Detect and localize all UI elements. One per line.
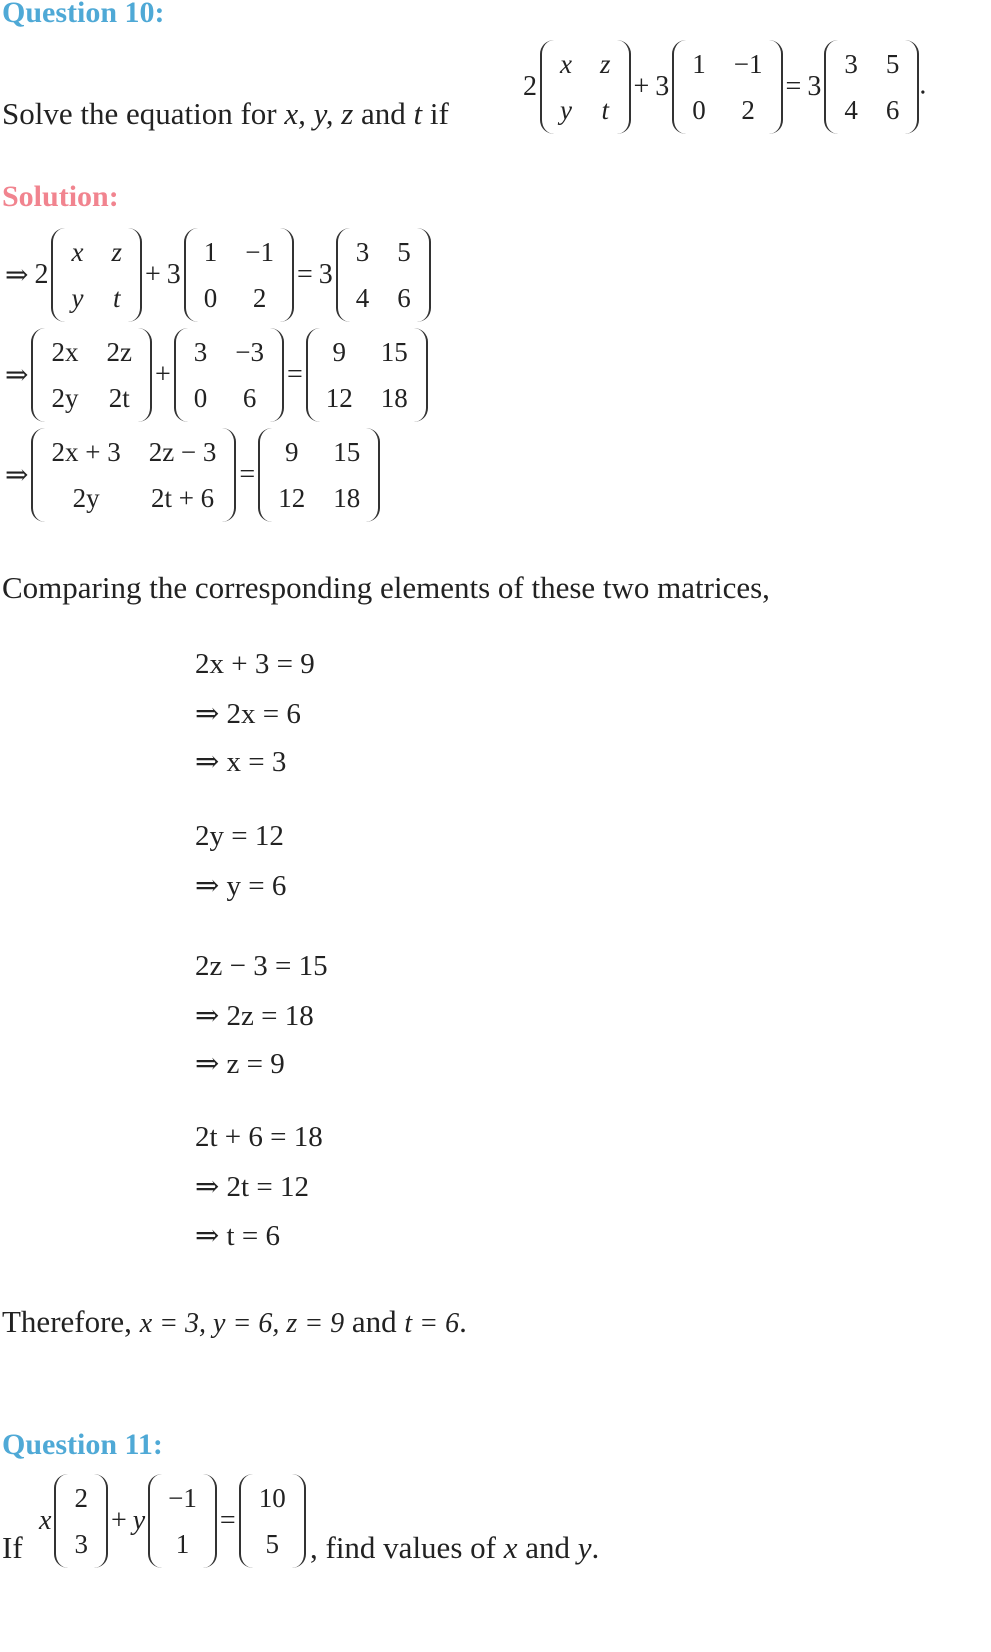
coefficient: 2: [523, 71, 537, 102]
cell: 2x: [51, 337, 79, 367]
cell: 0: [193, 383, 208, 413]
cell: 2: [741, 95, 755, 125]
plus-operator: +: [633, 71, 650, 102]
solution-step-1: [2, 228, 431, 322]
prompt-and: and: [361, 96, 406, 131]
cell: −1: [245, 237, 274, 267]
question-11-suffix: [310, 1530, 599, 1566]
cell: 12: [325, 383, 353, 413]
cell: 2z: [106, 337, 132, 367]
equation-line: ⇒ t = 6: [195, 1220, 280, 1252]
question-10-equation: [520, 40, 926, 134]
cell: y: [71, 283, 84, 313]
cell: 0: [692, 95, 706, 125]
implies-arrow-icon: ⇒: [5, 460, 29, 491]
solution-step-2: [2, 328, 428, 422]
prompt-if: if: [429, 96, 449, 131]
cell: −3: [235, 337, 264, 367]
var-x: x: [503, 1530, 518, 1565]
cell: 6: [242, 383, 257, 413]
equation-line: 2z − 3 = 15: [195, 950, 328, 982]
cell: 10: [258, 1483, 286, 1513]
conclusion-t: t = 6: [404, 1308, 460, 1339]
plus-operator: +: [144, 259, 161, 290]
cell: t: [112, 283, 121, 313]
equation-line: ⇒ 2t = 12: [195, 1171, 309, 1203]
vector: [239, 1474, 306, 1568]
cell: 5: [397, 237, 411, 267]
cell: 1: [175, 1529, 190, 1559]
conclusion: [2, 1304, 467, 1340]
equation-line: ⇒ z = 9: [195, 1048, 285, 1080]
matrix: [174, 328, 284, 422]
matrix: [51, 228, 142, 322]
equation-line: ⇒ y = 6: [195, 870, 287, 902]
equals-operator: =: [785, 71, 802, 102]
cell: −1: [733, 49, 763, 79]
cell: 2x + 3: [51, 437, 121, 467]
equals-operator: =: [286, 359, 303, 390]
coefficient: 3: [166, 259, 181, 290]
prompt-prefix: Solve the equation for: [2, 96, 277, 131]
cell: x: [560, 49, 572, 79]
equation-line: 2t + 6 = 18: [195, 1121, 323, 1153]
cell: 2: [252, 283, 267, 313]
cell: z: [599, 49, 611, 79]
equation-line: 2x + 3 = 9: [195, 648, 315, 680]
equation-line: ⇒ 2x = 6: [195, 698, 301, 730]
cell: 3: [74, 1529, 88, 1559]
implies-arrow-icon: ⇒: [5, 260, 29, 291]
equation-line: ⇒ x = 3: [195, 746, 287, 778]
prompt-var-t: t: [413, 96, 423, 131]
equals-operator: =: [239, 459, 256, 490]
cell: 2t + 6: [150, 483, 215, 513]
cell: 3: [355, 237, 370, 267]
equals-operator: =: [219, 1505, 236, 1536]
cell: 12: [278, 483, 306, 513]
cell: t: [601, 95, 609, 125]
question-11-heading: Question 11:: [2, 1428, 163, 1461]
cell: 18: [333, 483, 361, 513]
cell: 9: [284, 437, 299, 467]
cell: 4: [844, 95, 858, 125]
var-y: y: [577, 1530, 592, 1565]
comparing-text: Comparing the corresponding elements of these two matrices,: [2, 570, 770, 605]
question-11-equation: [36, 1474, 306, 1568]
variable: y: [132, 1505, 146, 1536]
variable: x: [39, 1505, 52, 1536]
coefficient: 3: [318, 259, 333, 290]
cell: 9: [332, 337, 347, 367]
period: .: [459, 1304, 467, 1339]
cell: 1: [203, 237, 218, 267]
cell: 4: [355, 283, 370, 313]
cell: x: [71, 237, 84, 267]
cell: 2t: [108, 383, 130, 413]
question-10-prompt: [2, 96, 449, 132]
matrix: [306, 328, 428, 422]
conclusion-values: x = 3, y = 6, z = 9: [139, 1308, 345, 1339]
implies-arrow-icon: ⇒: [5, 360, 29, 391]
cell: 0: [203, 283, 218, 313]
cell: 3: [193, 337, 208, 367]
prompt-vars: x, y, z: [284, 96, 354, 131]
cell: 6: [397, 283, 411, 313]
vector: [54, 1474, 108, 1568]
question-11-prefix: If: [2, 1530, 23, 1565]
cell: y: [560, 95, 572, 125]
period: .: [591, 1530, 600, 1565]
matrix: [31, 428, 236, 522]
matrix: [258, 428, 380, 522]
solution-step-3: [2, 428, 380, 522]
solution-heading: Solution:: [2, 180, 119, 213]
cell: 2y: [72, 483, 100, 513]
equation-line: ⇒ 2z = 18: [195, 1000, 314, 1032]
plus-operator: +: [110, 1505, 127, 1536]
cell: 3: [844, 49, 858, 79]
cell: z: [111, 237, 122, 267]
conclusion-prefix: Therefore,: [2, 1304, 132, 1339]
matrix: [31, 328, 151, 422]
coefficient: 2: [34, 259, 49, 290]
question-10-heading: Question 10:: [2, 0, 165, 29]
cell: 1: [692, 49, 706, 79]
cell: 5: [885, 49, 900, 79]
matrix-result: [824, 40, 919, 134]
conclusion-and: and: [351, 1304, 397, 1339]
equation-line: 2y = 12: [195, 820, 284, 852]
cell: 2: [74, 1483, 88, 1513]
vector: [148, 1474, 217, 1568]
plus-operator: +: [154, 359, 171, 390]
cell: 15: [333, 437, 361, 467]
cell: 6: [885, 95, 900, 125]
cell: 2y: [51, 383, 79, 413]
cell: 18: [380, 383, 408, 413]
equals-operator: =: [297, 259, 313, 290]
cell: −1: [168, 1483, 197, 1513]
cell: 15: [380, 337, 408, 367]
matrix: [336, 228, 431, 322]
coefficient: 3: [807, 71, 822, 102]
cell: 2z − 3: [148, 437, 217, 467]
matrix-constant: [672, 40, 782, 134]
period: .: [919, 69, 927, 101]
suffix-text: , find values of: [310, 1530, 496, 1565]
cell: 5: [265, 1529, 279, 1559]
and-text: and: [525, 1530, 570, 1565]
matrix: [184, 228, 294, 322]
matrix-xzyt: [540, 40, 631, 134]
coefficient: 3: [655, 71, 670, 102]
